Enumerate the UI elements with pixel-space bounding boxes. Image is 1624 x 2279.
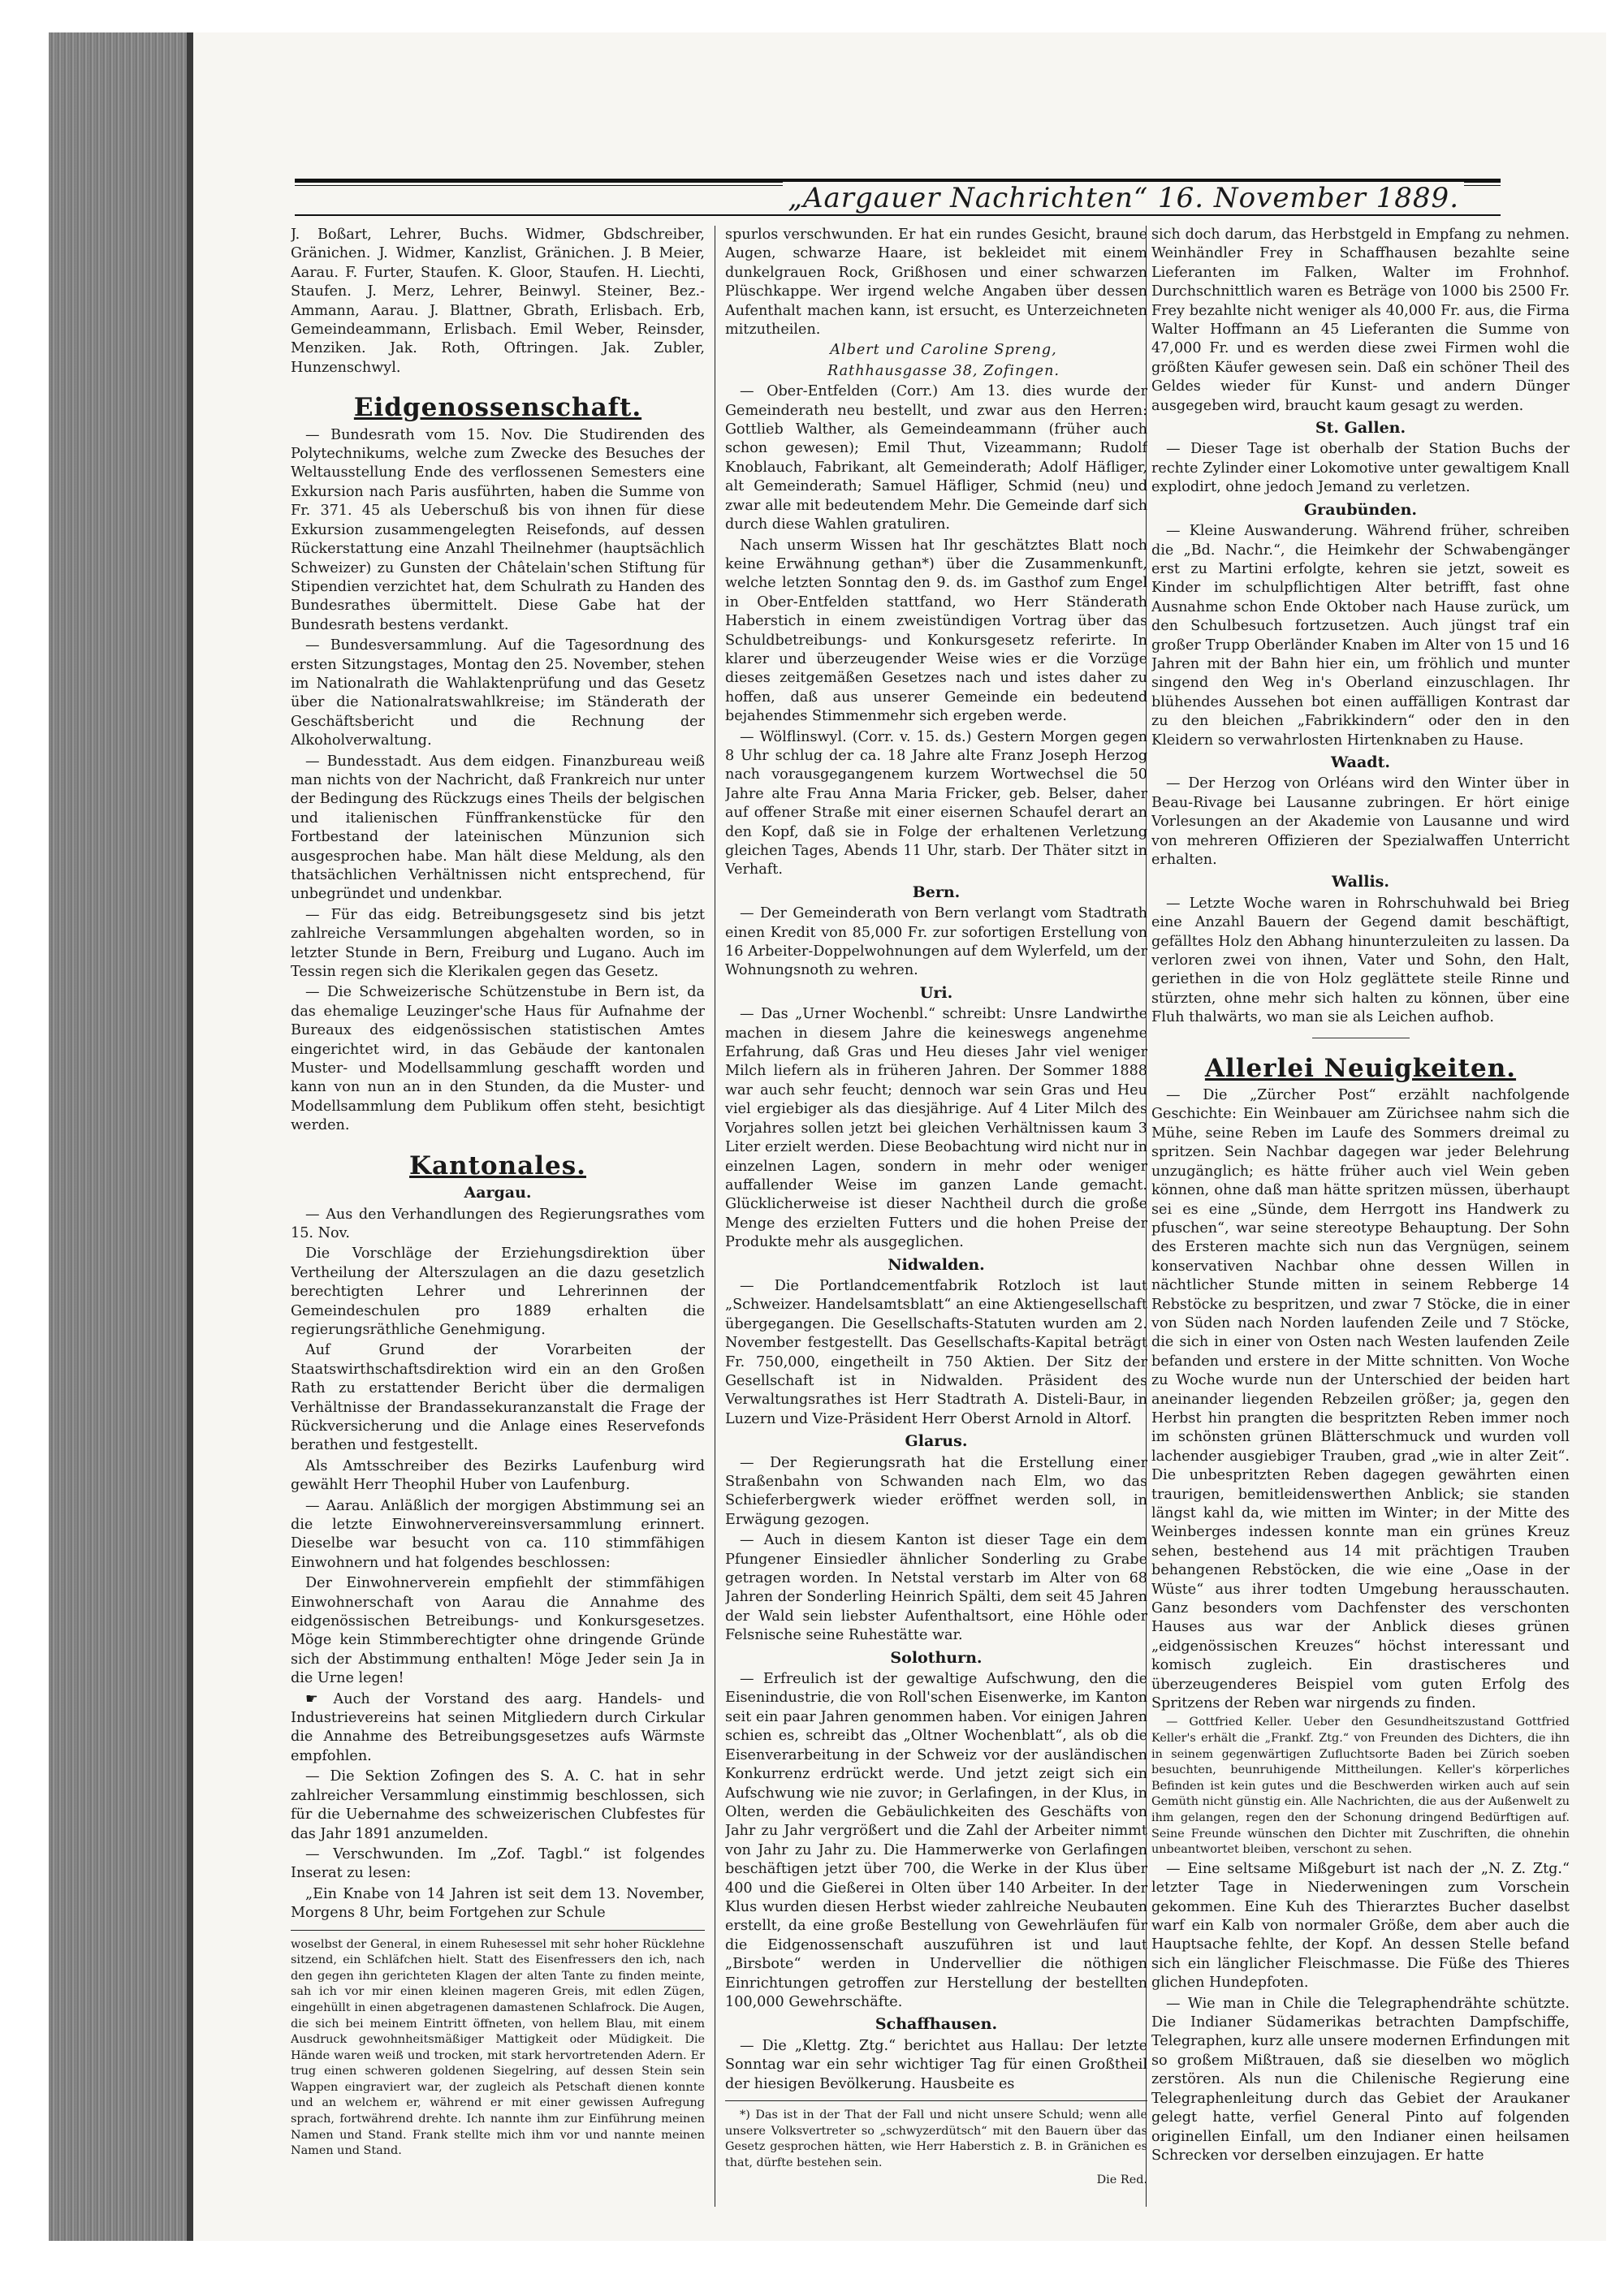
paragraph: — Bundesversammlung. Auf die Tagesordnung des ersten Sitzungstages, Montag den 25. November, stehen im Nationalrath die Wahlaktenprüfung und das Gesetz über die Nationalratswahlkreise; im Ständerath der Geschäftsbericht und die Rechnung der Alkoholverwaltung. — [291, 637, 705, 749]
paragraph: — Die Sektion Zofingen des S. A. C. hat in sehr zahlreicher Versammlung einstimmig beschlossen, sich für die Uebernahme des schweizerischen Clubfestes für das Jahr 1891 anzumelden. — [291, 1768, 705, 1842]
paragraph: — Aus den Verhandlungen des Regierungsrathes vom 15. Nov. — [291, 1206, 705, 1241]
feuilleton-text: woselbst der General, in einem Ruhesessel mit sehr hoher Rücklehne sitzend, ein Schläfchen hielt. Statt des Eisenfressers den ich, nach den gegen ihn gerichteten Klagen der alten Tante zu finden meinte, sah ich vor mir einen kleinen mageren Greis, mit edlen Zügen, eingehüllt in einen abgetragenen damastenen Schlafrock. Die Augen, die sich bei meinem Eintritt öffneten, von hellem Blau, mit einem Ausdruck gewohnheitsmäßiger Mattigkeit oder Müdigkeit. Die Hände waren weiß und trocken, mit stark hervortretenden Adern. Er trug einen schweren goldenen Siegelring, auf dessen Stein sein Wappen eingraviert war, der zugleich als Petschaft dienen konnte und an welchem er, während er mit einer gewissen Aufregung sprach, fortwährend drehte. Ich nannte ihm zur Einführung meinen Namen und Stand. Frank stellte mich ihm vor und nannte meinen Namen und Stand. — [291, 1937, 705, 2158]
paragraph: sich doch darum, das Herbstgeld in Empfang zu nehmen. Weinhändler Frey in Schaffhausen bezahlte seine Lieferanten im Falken, Walter im Frohnhof. Durchschnittlich waren es Beträge von 1000 bis 2500 Fr. Frey bezahlte nicht weniger als 40,000 Fr. aus, die Firma Walter Hoffmann an 45 Lieferanten die Summe von 47,000 Fr. und es werden diese zwei Firmen wohl die größten Käufer gewesen sein. Daß ein schöner Theil des Geldes wieder für Kunst- und andern Dünger ausgegeben wird, braucht kaum gesagt zu werden. — [1151, 227, 1570, 414]
canton-heading: Solothurn. — [890, 1648, 983, 1667]
paragraph: — Letzte Woche waren in Rohrschuhwald bei Brieg eine Anzahl Bauern der Gegend damit beschäftigt, gefälltes Holz den Abhang hinunterzuleiten zu lassen. Da verloren zwei von ihnen, Vater und Sohn, den Halt, geriethen in die von Holz geglättete steile Rinne und stürzten, ohne mehr sich halten zu können, über eine Fluh thalwärts, wo man sie als Leichen aufhob. — [1151, 895, 1570, 1026]
footnote-signature: Die Red. — [1096, 2173, 1147, 2187]
page-header — [295, 146, 1501, 219]
paragraph: — Der Regierungsrath hat die Erstellung einer Straßenbahn von Schwanden nach Elm, wo das Schieferbergwerk wieder eröffnet werden soll, in Erwägung gezogen. — [725, 1454, 1147, 1528]
paragraph: — Die Portlandcementfabrik Rotzloch ist laut „Schweizer. Handelsamtsblatt“ an eine Aktiengesellschaft übergegangen. Die Gesellschafts-Statuten wurden am 2. November festgestellt. Das Gesellschafts-Kapital beträgt Fr. 750,000, eingetheilt in 750 Aktien. Der Sitz der Gesellschaft ist in Nidwalden. Präsident des Verwaltungsrathes ist Herr Stadtrath A. Disteli-Baur, in Luzern und Vize-Präsident Herr Oberst Arnold in Altorf. — [725, 1277, 1147, 1427]
canton-heading: Nidwalden. — [888, 1255, 985, 1274]
paragraph: — Aarau. Anläßlich der morgigen Abstimmung sei an die letzte Einwohnervereinsversammlung erinnert. Dieselbe war besucht von ca. 110 stimmfähigen Einwohnern und hat folgendes beschlossen: — [291, 1497, 705, 1571]
canton-heading: Waadt. — [1331, 753, 1390, 771]
paragraph: — Auch in diesem Kanton ist dieser Tage ein dem Pfungener Einsiedler ähnlicher Sonderling zu Grabe getragen worden. In Netstal verstarb im Alter von 68 Jahren der Sonderling Heinrich Spälti, dem seit 45 Jahren der Wald sein liebster Aufenthaltsort, eine Höhle oder Felsnische seine Ruhestätte war. — [725, 1532, 1147, 1644]
paragraph: — Die Schweizerische Schützenstube in Bern ist, da das ehemalige Leuzinger'sche Haus für Aufnahme der Bureaux des eidgenössischen statistischen Amtes eingerichtet wird, in das Gebäude der kantonalen Muster- und Modellsammlung geschafft worden und kann von nun an in den Stunden, da die Muster- und Modellsammlung dem Publikum offen steht, besichtigt werden. — [291, 984, 705, 1134]
paragraph: Nach unserm Wissen hat Ihr geschätztes Blatt noch keine Erwähnung gethan*) über die Zusammenkunft, welche letzten Sonntag den 9. ds. im Gasthof zum Engel in Ober-Entfelden stattfand, wo Herr Ständerath Haberstich in einem zweistündigen Vortrag über das Schuldbetreibungs- und Konkursgesetz referirte. In klarer und überzeugender Weise wies er die Vorzüge dieses zeitgemäßen Gesetzes nach und istes daher zu hoffen, daß aus unserer Gemeinde ein bedeutend bejahendes Stimmenmehr sich ergeben werde. — [725, 537, 1147, 725]
paragraph: — Gottfried Keller. Ueber den Gesundheitszustand Gottfried Keller's erhält die „Frankf. Ztg.“ von Freunden des Dichters, die ihn in seinem gegenwärtigen Zufluchtsorte Baden bei Zürich soeben besuchten, beunruhigende Mittheilungen. Keller's körperliches Befinden ist kein gutes und die Beschwerden wirken auch auf sein Gemüth nicht günstig ein. Alle Nachrichten, die aus der Außenwelt zu ihm gelangen, regen den der Schonung dringend Bedürftigen auf. Seine Freunde wünschen den Dichter mit Zuschriften, die ohnehin unbeantwortet bleiben, verschont zu sehen. — [1151, 1716, 1570, 1857]
paragraph: Die Vorschläge der Erziehungsdirektion über Vertheilung der Alterszulagen an die dazu gesetzlich berechtigten Lehrer und Lehrerinnen der Gemeindeschulen pro 1889 erhalten die regierungsräthliche Genehmigung. — [291, 1245, 705, 1338]
signature: Albert und Caroline Spreng, — [830, 342, 1057, 359]
paragraph: — Der Herzog von Orléans wird den Winter über in Beau-Rivage bei Lausanne zubringen. Er hört einige Vorlesungen an der Akademie von Lausanne und wird von mehreren Offizieren der Spezialwaffen Unterricht erhalten. — [1151, 775, 1570, 868]
footnote: *) Das ist in der That der Fall und nicht unsere Schuld; wenn alle unsere Volksvertreter so „schwyzerdütsch“ mit den Bauern über das Gesetz gesprochen hätten, wie Herr Haberstich z. B. in Gränichen es that, dürfte bestehen sein. — [725, 2109, 1147, 2169]
column-3 — [1151, 226, 1570, 2207]
paragraph: — Bundesstadt. Aus dem eidgen. Finanzbureau weiß man nichts von der Nachricht, daß Frankreich nur unter der Bedingung des Rückzugs eines Theils der belgischen und italienischen Fünffrankenstücke für den Fortbestand der lateinischen Münzunion sich ausgesprochen habe. Man hält diese Meldung, als den thatsächlichen Verhältnissen nicht entsprechend, für unbegründet und undenkbar. — [291, 753, 705, 903]
paragraph: — Das „Urner Wochenbl.“ schreibt: Unsre Landwirthe machen in diesem Jahre die keineswegs angenehme Erfahrung, daß Gras und Heu dieses Jahr viel weniger Milch liefern als in früheren Jahren. Der Sommer 1888 war auch sehr feucht; dennoch war sein Gras und Heu viel ergiebiger als das diesjährige. Auf 4 Liter Milch des Vorjahres sollen jetzt bei gleichen Verhältnissen kaum 3 Liter erzielt werden. Diese Beobachtung wird nicht nur in einzelnen Lagen, sondern in mehr oder weniger auffallender Weise im ganzen Lande gemacht. Glücklicherweise ist dieser Nachtheil durch die große Menge des erzielten Futters und die hohen Preise der Produkte mehr als ausgeglichen. — [725, 1006, 1147, 1251]
paragraph: spurlos verschwunden. Er hat ein rundes Gesicht, braune Augen, schwarze Haare, ist bekleidet mit einem dunkelgrauen Rock, Grißhosen und einer schwarzen Plüschkappe. Wer irgend welche Angaben über dessen Aufenthalt machen kann, ist ersucht, es Unterzeichneten mitzutheilen. — [725, 227, 1147, 339]
canton-heading: Schaffhausen. — [875, 2015, 998, 2034]
paragraph: Als Amtsschreiber des Bezirks Laufenburg wird gewählt Herr Theophil Huber von Laufenburg. — [291, 1457, 705, 1494]
paragraph: Der Einwohnerverein empfiehlt der stimmfähigen Einwohnerschaft von Aarau die Annahme des eidgenössischen Betreibungs- und Konkursgesetzes. Möge kein Stimmberechtigter ohne dringende Gründe sich der Abstimmung enthalten! Möge Jeder sein Ja in die Urne legen! — [291, 1575, 705, 1687]
paragraph: — Die „Zürcher Post“ erzählt nachfolgende Geschichte: Ein Weinbauer am Zürichsee nahm sich die Mühe, seine Reben im Laufe des Sommers dreimal zu spritzen. Sein Nachbar dagegen war jeder Belehrung unzugänglich; es hätte früher auch viel Wein geben können, ohne daß man hätte spritzen müssen, überhaupt sei es eine „Sünde, dem Herrgott ins Handwerk zu pfuschen“, war seine stereotype Behauptung. Der Sohn des Ersteren machte sich nun das Vergnügen, seinem konservativen Nachbar ohne dessen Willen in nächtlicher Stunde mitten in seinem Rebberge 14 Rebstöcke zu bespritzen, und zwar 7 Stöcke, die in einer von Süden nach Norden laufenden Zeile und 7 Stöcke, die sich in einer von Osten nach Westen laufenden Zeile befanden und erstere in der Mitte schnitten. Von Woche zu Woche wurde nun der Unterschied der beiden hart aneinander liegenden Rebzeilen größer; ja, gegen den Herbst hin prangten die bespritzten Reben immer noch im schönsten grünen Blätterschmuck und wurden voll lachender ausgiebiger Trauben, grad „wie in alter Zeit“. Die unbespritzten Reben dagegen gewährten einen traurigen, bemitleidenswerthen Anblick; sie standen längst kahl da, wie mitten im Winter; in der Mitte des Weinberges indessen konnte man ein grünes Kreuz sehen, bestehend aus 14 mit prächtigen Trauben behangenen Rebstöcken, die wie eine „Oase in der Wüste“ aus ihrer todten Umgebung herausschauten. Ganz besonders vom Dachfenster des verschonten Hauses aus war der Anblick dieses grünen „eidgenössischen Kreuzes“ höchst interessant und komisch zugleich. Ein drastischeres und überzeugenderes Beispiel vom guten Erfolg des Spritzens der Reben war nirgends zu finden. — [1151, 1087, 1570, 1712]
header-title: „Aargauer Nachrichten“ 16. November 1889. — [783, 182, 1464, 214]
book-page-edges — [49, 32, 187, 2241]
paragraph: — Bundesrath vom 15. Nov. Die Studirenden des Polytechnikums, welche zum Zwecke des Besuches der Weltausstellung Ende des verflossenen Semesters eine Exkursion nach Paris ausführten, haben die Summe von Fr. 371. 45 als Ueberschuß bis von ihnen für diese Exkursion zusammengelegten Reisefonds, auf dessen Rückerstattung eine Anzahl Theilnehmer (hauptsächlich Schweizer) zu Gunsten der Châtelain'schen Stiftung für Stipendien verzichtet hat, dem Schulrath zu Handen des Bundesrathes übermittelt. Diese Gabe hat der Bundesrath bestens verdankt. — [291, 426, 705, 633]
canton-heading: Glarus. — [905, 1432, 968, 1451]
section-heading: Kantonales. — [409, 1150, 586, 1181]
canton-heading: Aargau. — [464, 1184, 532, 1202]
signature: Rathhausgasse 38, Zofingen. — [827, 362, 1060, 379]
canton-heading: Wallis. — [1332, 873, 1389, 891]
paragraph: „Ein Knabe von 14 Jahren ist seit dem 13. November, Morgens 8 Uhr, beim Fortgehen zur Schule — [291, 1885, 705, 1922]
paragraph: — Eine seltsame Mißgeburt ist nach der „N. Z. Ztg.“ letzter Tage in Niederweningen zum Vorschein gekommen. Eine Kuh des Thierarztes Bucher daselbst warf ein Kalb von normaler Größe, dem aber auch die Hauptsache fehlte, der Kopf. An dessen Stelle befand sich ein länglicher Fleischmasse. Die Füße des Thieres glichen Hundepfoten. — [1151, 1860, 1570, 1992]
canton-heading: St. Gallen. — [1315, 419, 1406, 438]
canton-heading: Uri. — [919, 983, 953, 1002]
paragraph: — Dieser Tage ist oberhalb der Station Buchs der rechte Zylinder einer Lokomotive unter gewaltigem Knall explodirt, ohne jedoch Jemand zu verletzen. — [1151, 441, 1570, 496]
paragraph: Auf Grund der Vorarbeiten der Staatswirthschaftsdirektion wird ein an den Großen Rath zu erstattender Bericht über die dermaligen Verhältnisse der Brandassekuranzanstalt die Frage der Rückversicherung und die Anlage eines Reservefonds berathen und festgestellt. — [291, 1342, 705, 1454]
section-heading: Allerlei Neuigkeiten. — [1204, 1053, 1517, 1083]
paragraph: — Ober-Entfelden (Corr.) Am 13. dies wurde der Gemeinderath neu bestellt, und zwar aus den Herren: Gottlieb Walther, als Gemeindeammann (früher auch schon gewesen); Emil Thut, Vizeammann; Rudolf Knoblauch, Fabrikant, alt Gemeinderath; Adolf Häfliger, alt Gemeinderath; Samuel Häfliger, Schmid (neu) und zwar alle mit bedeutendem Mehr. Die Gemeinde darf sich durch diese Wahlen gratuliren. — [725, 383, 1147, 533]
canton-heading: Bern. — [912, 883, 961, 901]
canton-heading: Graubünden. — [1303, 500, 1418, 519]
newspaper-page — [193, 32, 1606, 2241]
paragraph: — Erfreulich ist der gewaltige Aufschwung, den die Eisenindustrie, die von Roll'schen Eisenwerke, im Kanton seit ein paar Jahren genommen haben. Vor einigen Jahren schien es, schreibt das „Oltner Wochenblatt“, als ob die Eisenverarbeitung in der Schweiz vor der ausländischen Konkurrenz erdrückt werde. Und jetzt zeigt sich ein Aufschwung wie nie zuvor; in Gerlafingen, in der Klus, in Olten, werden die Gebäulichkeiten des Geschäfts von Jahr zu Jahr vergrößert und die Zahl der Arbeiter nimmt von Jahr zu Jahr zu. Die Hammerwerke von Gerlafingen beschäftigen jetzt über 700, die Werke in der Klus über 400 und die Gießerei in Olten über 140 Arbeiter. In der Klus wurden diesen Herbst wieder zahlreiche Neubauten erstellt, da eine große Bestellung von Gewehrläufen für die Eidgenossenschaft auszuführen ist und laut „Birsbote“ werden in Undervellier die nöthigen Einrichtungen getroffen zur Herstellung der bestellten 100,000 Gewehrschäfte. — [725, 1671, 1147, 2010]
paragraph: — Wie man in Chile die Telegraphendrähte schützte. Die Indianer Südamerikas betrachten Dampfschiffe, Telegraphen, kurz alle unsere modernen Erfindungen mit so großem Mißtrauen, daß sie dieselben wo möglich zerstören. Als nun die Chilenische Regierung eine Telegraphenleitung durch das Gebiet der Araukaner gelegt hatte, verfiel General Pinto auf folgenden originellen Einfall, um den Indianer einen heilsamen Schrecken vor derselben einzujagen. Er hatte — [1151, 1995, 1570, 2164]
footnote-divider — [725, 2100, 1147, 2101]
header-rule-bottom — [295, 214, 1501, 216]
paragraph: — Für das eidg. Betreibungsgesetz sind bis jetzt zahlreiche Versammlungen abgehalten worden, so in letzter Stunde in Bern, Freiburg und Lugano. Auch im Tessin regen sich die Klerikalen gegen das Gesetz. — [291, 906, 705, 981]
paragraph: — Wölflinswyl. (Corr. v. 15. ds.) Gestern Morgen gegen 8 Uhr schlug der ca. 18 Jahre alte Franz Joseph Herzog nach vorausgegangenem kurzem Wortwechsel die 50 Jahre alte Frau Anna Maria Fricker, geb. Belser, daher auf offener Straße mit einer eisernen Schaufel derart an den Kopf, daß sie in Folge der erhaltenen Verletzung gleichen Tages, Abends 11 Uhr, starb. Der Thäter sitzt in Verhaft. — [725, 728, 1147, 878]
feuilleton-divider — [291, 1930, 705, 1931]
paragraph: — Verschwunden. Im „Zof. Tagbl.“ ist folgendes Inserat zu lesen: — [291, 1845, 705, 1882]
paragraph: — Der Gemeinderath von Bern verlangt vom Stadtrath einen Kredit von 85,000 Fr. zur sofortigen Erstellung von 16 Arbeiter-Doppelwohnungen auf dem Wylerfeld, um der Wohnungsnoth zu wehren. — [725, 905, 1147, 979]
paragraph: ☛ Auch der Vorstand des aarg. Handels- und Industrievereins hat seinen Mitgliedern durch Cirkular die Annahme des Betreibungsgesetzes aufs Wärmste empfohlen. — [291, 1690, 705, 1764]
section-heading: Eidgenossenschaft. — [353, 393, 642, 423]
paragraph: — Kleine Auswanderung. Während früher, schreiben die „Bd. Nachr.“, die Heimkehr der Schwabengänger erst zu Martini erfolgte, kehren sie jetzt, soweit es Kinder im schulpflichtigen Alter betrifft, fast ohne Ausnahme schon Ende Oktober nach Hause zurück, um den Schulbesuch fortzusetzen. Auch jüngst traf ein großer Trupp Oberländer Knaben im Alter von 15 und 16 Jahren mit der Bahn hier ein, um fröhlich und munter singend den Weg in's Oberland einzuschlagen. Ihr blühendes Aussehen bot einen auffälligen Kontrast dar zu den bleichen „Fabrikkindern“ oder den in den Kleidern so verwahrlosten Hirtenknaben zu Hause. — [1151, 523, 1570, 749]
paragraph: J. Boßart, Lehrer, Buchs. Widmer, Gbdschreiber, Gränichen. J. Widmer, Kanzlist, Gränichen. J. B Meier, Aarau. F. Furter, Staufen. K. Gloor, Staufen. H. Liechti, Staufen. J. Merz, Lehrer, Beinwyl. Steiner, Bez.-Ammann, Aarau. J. Blattner, Gbrath, Erlisbach. Erb, Gemeindeammann, Erlisbach. Emil Weber, Reinsder, Menziken. Jak. Roth, Oftringen. Jak. Zubler, Hunzenschwyl. — [291, 227, 705, 376]
column-1 — [291, 226, 705, 2207]
column-2 — [725, 226, 1147, 2207]
paragraph: — Die „Klettg. Ztg.“ berichtet aus Hallau: Der letzte Sonntag war ein sehr wichtiger Tag für einen Großtheil der hiesigen Bevölkerung. Hausbeite es — [725, 2037, 1147, 2092]
